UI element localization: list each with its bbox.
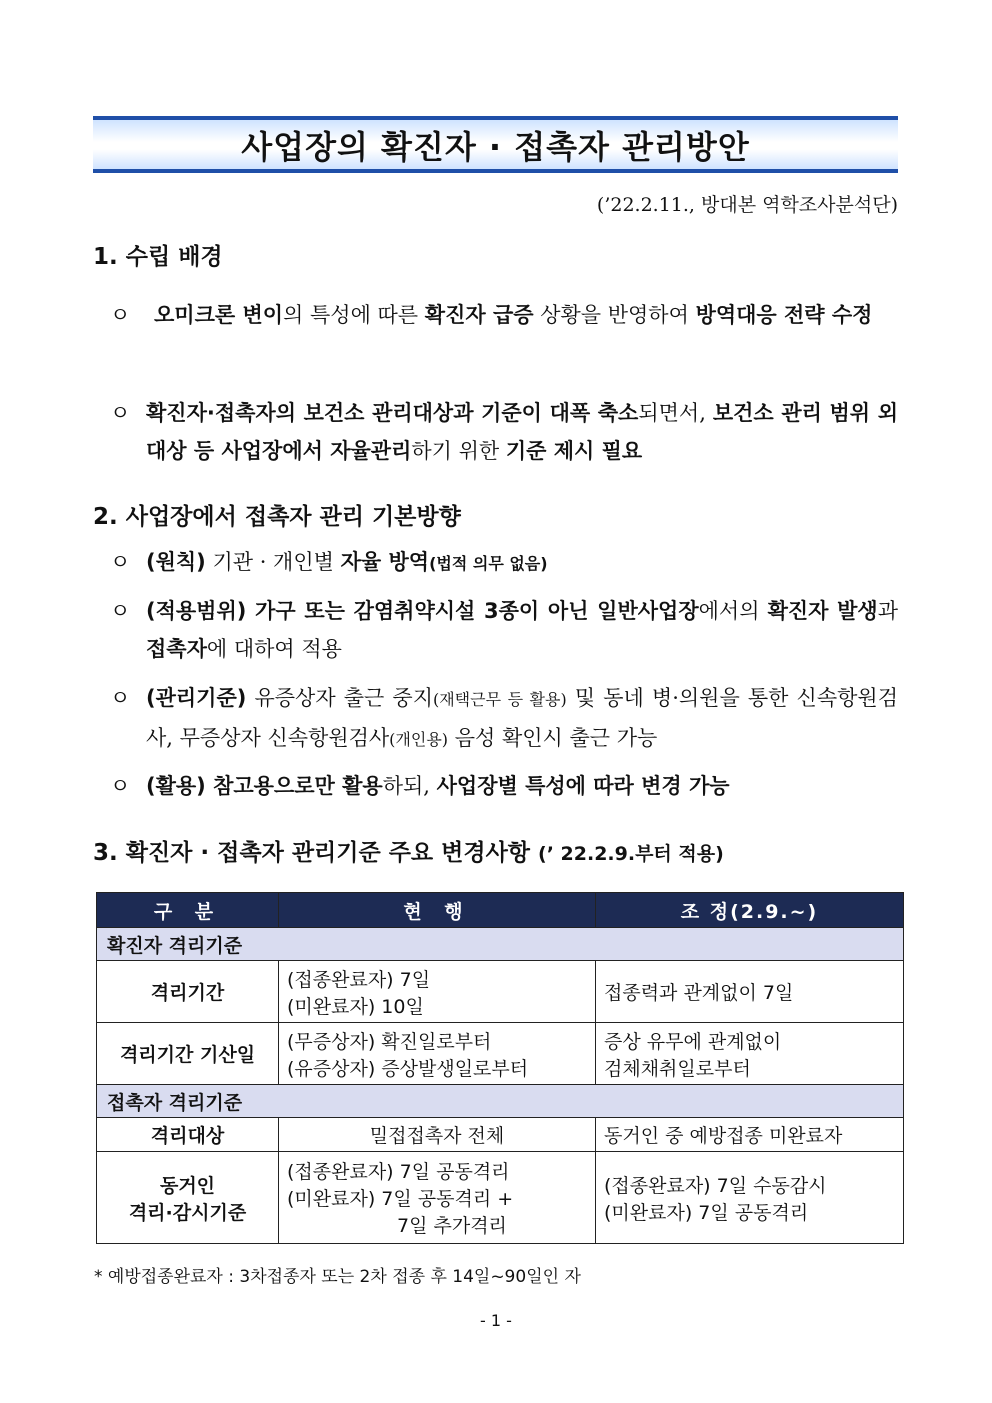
- page-number: - 1 -: [480, 1311, 512, 1330]
- bullet: ㅇ: [110, 686, 131, 710]
- item-4: ㅇ (적용범위) 가구 또는 감염취약시설 3종이 아닌 일반사업장에서의 확진자 발생과 접촉자에 대하여 적용: [110, 592, 898, 668]
- table-row: 격리기간 기산일 (무증상자) 확진일로부터 (유증상자) 증상발생일로부터 증상 유무에 관계없이 검체채취일로부터: [97, 1023, 904, 1085]
- table-row: 동거인 격리·감시기준 (접종완료자) 7일 공동격리 (미완료자) 7일 공동격리 + 7일 추가격리 (접종완료자) 7일 수동감시 (미완료자) 7일 공동격리: [97, 1152, 904, 1244]
- table-section-row: 접촉자 격리기준: [97, 1085, 904, 1118]
- item-2: ㅇ 확진자·접촉자의 보건소 관리대상과 기준이 대폭 축소되면서, 보건소 관리 범위 외 대상 등 사업장에서 자율관리하기 위한 기준 제시 필요: [110, 394, 898, 470]
- section-2-heading: 2. 사업장에서 접촉자 관리 기본방향: [93, 504, 461, 530]
- bullet: ㅇ: [110, 550, 131, 574]
- table-header-row: [97, 893, 904, 928]
- bullet: ㅇ: [110, 303, 131, 327]
- section-3-note: (’ 22.2.9.부터 적용): [538, 843, 724, 865]
- title-banner: [93, 116, 898, 173]
- section-1-heading: 1. 수립 배경: [93, 244, 223, 270]
- bullet: ㅇ: [110, 599, 131, 623]
- item-6: ㅇ (활용) 참고용으로만 활용하되, 사업장별 특성에 따라 변경 가능: [110, 767, 898, 805]
- item-3: ㅇ (원칙) 기관 · 개인별 자율 방역(법적 의무 없음): [110, 543, 898, 583]
- document-title: 사업장의 확진자 · 접촉자 관리방안: [241, 127, 750, 166]
- table-row: 격리대상 밀접접촉자 전체 동거인 중 예방접종 미완료자: [97, 1118, 904, 1152]
- table-section-row: 확진자 격리기준: [97, 928, 904, 961]
- criteria-table: [96, 892, 904, 1244]
- header-category: 구 분: [97, 893, 279, 928]
- bullet: ㅇ: [110, 774, 131, 798]
- header-adjusted: 조 정(2.9.~): [596, 893, 904, 928]
- section-3-heading: 3. 확진자 · 접촉자 관리기준 주요 변경사항 (’ 22.2.9.부터 적용): [93, 840, 724, 866]
- date-line: (’22.2.11., 방대본 역학조사분석단): [596, 194, 898, 216]
- bullet: ㅇ: [110, 401, 131, 425]
- footnote: * 예방접종완료자 : 3차접종자 또는 2차 접종 후 14일~90일인 자: [94, 1267, 581, 1287]
- header-current: 현 행: [279, 893, 596, 928]
- table-row: 격리기간 (접종완료자) 7일 (미완료자) 10일 접종력과 관계없이 7일: [97, 961, 904, 1023]
- item-5: ㅇ (관리기준) 유증상자 출근 중지(재택근무 등 활용) 및 동네 병·의원을 통한 신속항원검사, 무증상자 신속항원검사(개인용) 음성 확인시 출근 가능: [110, 679, 898, 759]
- item-1: ㅇ 오미크론 변이의 특성에 따른 확진자 급증 상황을 반영하여 방역대응 전략 수정: [110, 296, 898, 334]
